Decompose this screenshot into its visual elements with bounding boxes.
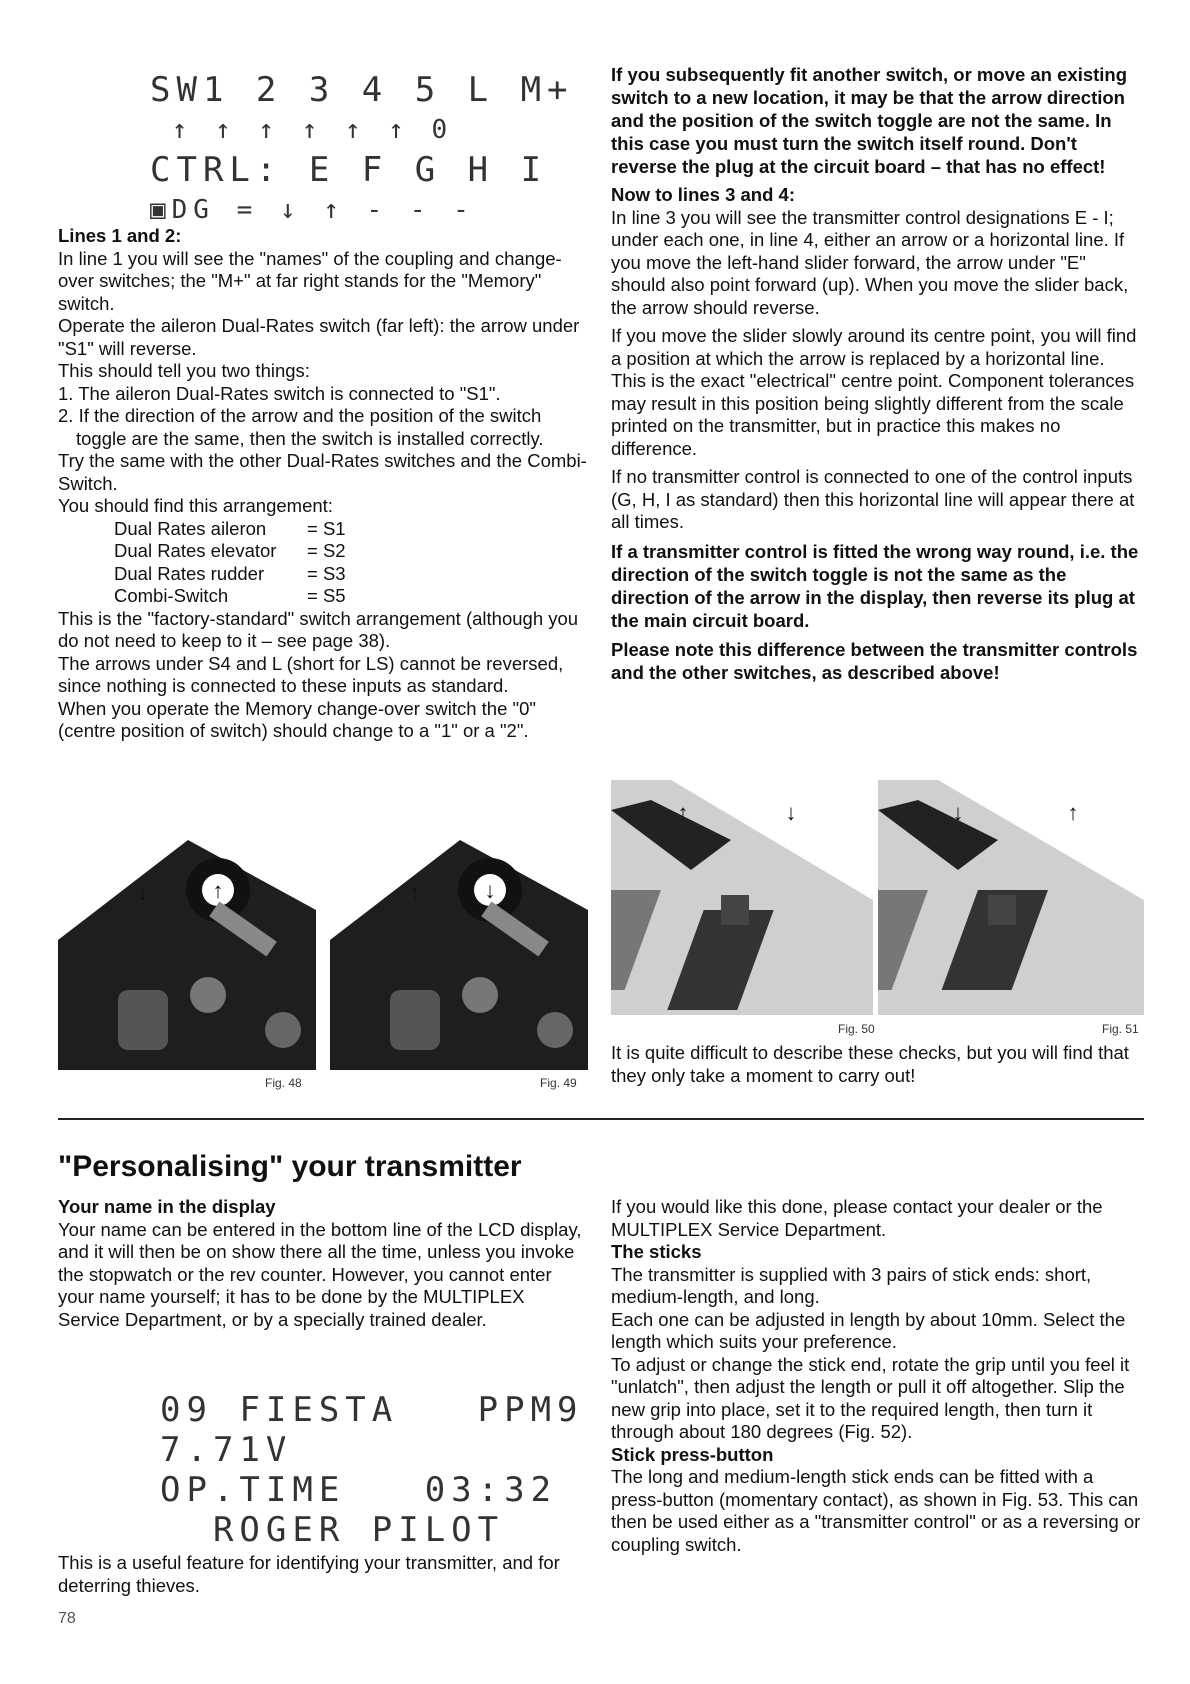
lcd-line-1: SW1 2 3 4 5 L M+ [150,70,574,110]
table-row: Dual Rates elevator = S2 [114,540,346,561]
lcd-display-switches [150,70,574,230]
fig-50-photo [611,780,873,1015]
paragraph: The transmitter is supplied with 3 pairs of stick ends: short, medium-length, and long. [611,1263,1092,1307]
lcd-line-2: 7.71V [160,1430,293,1470]
paragraph: The arrows under S4 and L (short for LS) cannot be reversed, since nothing is connected to these inputs as standard. [58,652,564,696]
subheading-name-display: Your name in the display [58,1196,276,1217]
paragraph: If no transmitter control is connected to one of the control inputs (G, H, I as standard) then this horizontal line will appear there at all times. [611,466,1135,532]
subheading-press-button: Stick press-button [611,1443,774,1465]
list-item: 1. The aileron Dual-Rates switch is connected to "S1". [58,382,501,404]
bold-paragraph: Please note this difference between the transmitter controls and the other switches, as described above! [611,638,1138,683]
page-number: 78 [58,1610,76,1627]
paragraph: You should find this arrangement: [58,495,333,516]
lcd-line-4: ▣DG = ↓ ↑ - - - [150,195,475,225]
section-left-column [58,1196,588,1331]
section-left-closing [58,1552,588,1597]
lcd-line-4: ROGER PILOT [160,1510,505,1550]
paragraph: Try the same with the other Dual-Rates switches and the Combi-Switch. [58,450,587,494]
fig-48-photo [58,820,316,1070]
table-row: Dual Rates rudder = S3 [114,562,346,584]
svg-text:↑: ↑ [409,880,421,905]
paragraph: This is a useful feature for identifying your transmitter, and for deterring thieves. [58,1552,560,1596]
fig-49-label: Fig. 49 [540,1076,577,1090]
subheading-sticks: The sticks [611,1241,702,1262]
fig-50-label: Fig. 50 [838,1022,875,1036]
paragraph: If you move the slider slowly around its centre point, you will find a position at which the arrow is replaced by a horizontal line. This is the exact "electrical" centre point. Component tolerances may result in this position being slightly different from the scale printed on the transmitter, but in practice this makes no difference. [611,325,1137,459]
fig-48-label: Fig. 48 [265,1076,302,1090]
switch-arrangement-table [114,518,588,608]
fig-51-label: Fig. 51 [1102,1022,1139,1036]
fig-51-photo [878,780,1144,1015]
section-right-column [611,1196,1144,1556]
closing-paragraph [611,1042,1144,1087]
paragraph: If you would like this done, please contact your dealer or the MULTIPLEX Service Department. [611,1196,1103,1240]
list-item: 2. If the direction of the arrow and the position of the switch toggle are the same, then the switch is installed correctly. [58,405,544,449]
paragraph: In line 3 you will see the transmitter control designations E - I; under each one, in line 4, either an arrow or a horizontal line. If you move the left-hand slider forward, the arrow under "E" should also point forward (up). When you move the slider back, the arrow should reverse. [611,206,1129,318]
right-column-text [611,63,1144,684]
table-row: Dual Rates aileron = S1 [114,517,346,539]
bold-paragraph: If you subsequently fit another switch, or move an existing switch to a new location, it may be that the arrow direction and the position of the switch toggle are not the same. In this case you must turn the switch itself round. Don't reverse the plug at the circuit board – that has no effect! [611,64,1128,177]
paragraph: Each one can be adjusted in length by about 10mm. Select the length which suits your preference. [611,1308,1126,1352]
paragraph: Your name can be entered in the bottom line of the LCD display, and it will then be on show there all the time, unless you invoke the stopwatch or the rev counter. However, you cannot enter your name yourself; it has to be done by the MULTIPLEX Service Department, or by a specially trained dealer. [58,1218,582,1330]
left-column-text [58,225,588,743]
paragraph: It is quite difficult to describe these checks, but you will find that they only take a moment to carry out! [611,1042,1129,1086]
lcd-line-3: CTRL: E F G H I [150,150,548,190]
lcd-line-1: 09 FIESTA PPM9 [160,1390,584,1430]
bold-paragraph: If a transmitter control is fitted the wrong way round, i.e. the direction of the switch toggle is not the same as the direction of the arrow in the display, then reverse its plug at the main circuit board. [611,540,1139,631]
svg-text:↑: ↑ [212,878,224,903]
svg-text:↓: ↓ [484,878,496,903]
lcd-line-2: ↑ ↑ ↑ ↑ ↑ ↑ 0 [150,115,454,145]
paragraph: When you operate the Memory change-over switch the "0" (centre position of switch) should change to a "1" or a "2". [58,697,536,741]
fig-49-photo [330,820,588,1070]
lcd-display-name [160,1390,584,1550]
svg-text:↓: ↓ [137,880,149,905]
section-title: "Personalising" your transmitter [58,1150,522,1183]
paragraph: To adjust or change the stick end, rotate the grip until you feel it "unlatch", then adjust the length or pull it off altogether. Slip the new grip into place, set it to the required length, then turn it through about 180 degrees (Fig. 52). [611,1353,1130,1442]
svg-text:↑: ↑ [1067,800,1079,825]
paragraph: Operate the aileron Dual-Rates switch (far left): the arrow under "S1" will reverse. [58,315,580,359]
lcd-line-3: OP.TIME 03:32 [160,1470,558,1510]
svg-text:↓: ↓ [785,800,797,825]
paragraph: This should tell you two things: [58,360,310,381]
heading-lines-1-2: Lines 1 and 2: [58,225,182,246]
svg-text:↑: ↑ [677,800,689,825]
svg-text:↓: ↓ [952,800,964,825]
paragraph: The long and medium-length stick ends can be fitted with a press-button (momentary contact), as shown in Fig. 53. This can then be used either as a "transmitter control" or as a reversing or coupling switch. [611,1466,1141,1555]
paragraph: This is the "factory-standard" switch arrangement (although you do not need to keep to it – see page 38). [58,607,579,651]
heading-lines-3-4: Now to lines 3 and 4: [611,184,795,205]
section-divider [58,1118,1144,1120]
paragraph: In line 1 you will see the "names" of the coupling and change-over switches; the "M+" at far right stands for the "Memory" switch. [58,247,562,314]
table-row: Combi-Switch = S5 [114,585,346,606]
